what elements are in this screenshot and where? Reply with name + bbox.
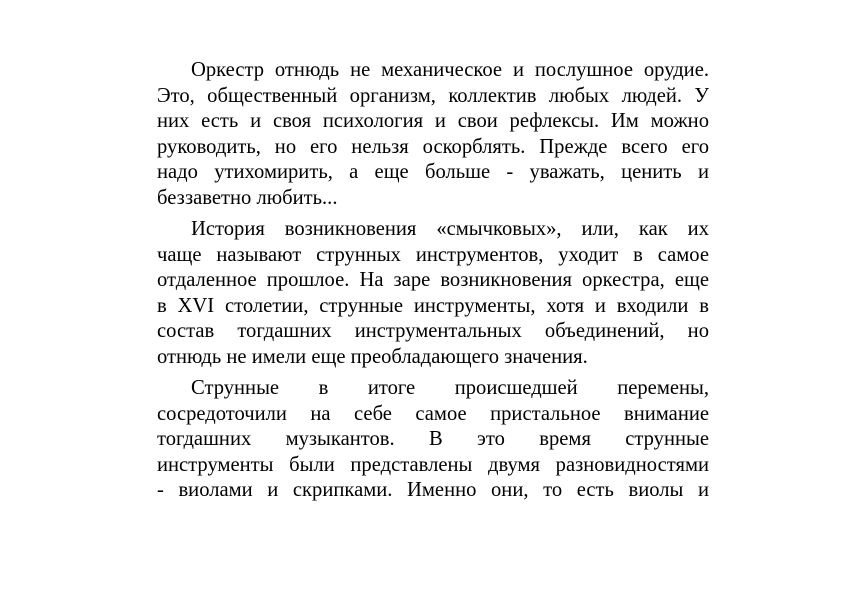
text-line: беззаветно любить...	[157, 186, 338, 209]
text-line: Оркестр отнюдь не механическое и послушное орудие.	[191, 59, 709, 81]
text-line: - виолами и скрипками. Именно они, то есть виолы и	[157, 479, 709, 501]
text-line: чаще называют струнных инструментов, уходит в самое	[157, 243, 709, 266]
text-line: них есть и своя психология и свои рефлексы. Им можно	[157, 110, 709, 132]
text-line: История возникновения «смычковых», или, как их	[191, 218, 709, 240]
text-line: руководить, но его нельзя оскорблять. Прежде всего его	[157, 135, 709, 158]
text-line: отнюдь не имели еще преобладающего значения.	[157, 345, 588, 368]
body-text	[157, 58, 709, 504]
text-line: Струнные в итоге происшедшей перемены,	[191, 377, 709, 399]
text-line: сосредоточили на себе самое пристальное внимание	[157, 402, 709, 425]
text-line: в XVI столетии, струнные инструменты, хотя и входили в	[157, 294, 709, 317]
paragraph-1	[157, 58, 709, 211]
paragraph-2	[157, 217, 709, 370]
text-line: надо утихомирить, а еще больше - уважать, ценить и	[157, 161, 709, 183]
text-line: Это, общественный организм, коллектив любых людей. У	[157, 84, 709, 107]
text-line: отдаленное прошлое. На заре возникновения оркестра, еще	[157, 269, 709, 291]
text-line: инструменты были представлены двумя разновидностями	[157, 453, 709, 476]
paragraph-3	[157, 376, 709, 504]
text-line: состав тогдашних инструментальных объединений, но	[157, 320, 709, 342]
text-line: тогдашних музыкантов. В это время струнные	[157, 428, 709, 450]
